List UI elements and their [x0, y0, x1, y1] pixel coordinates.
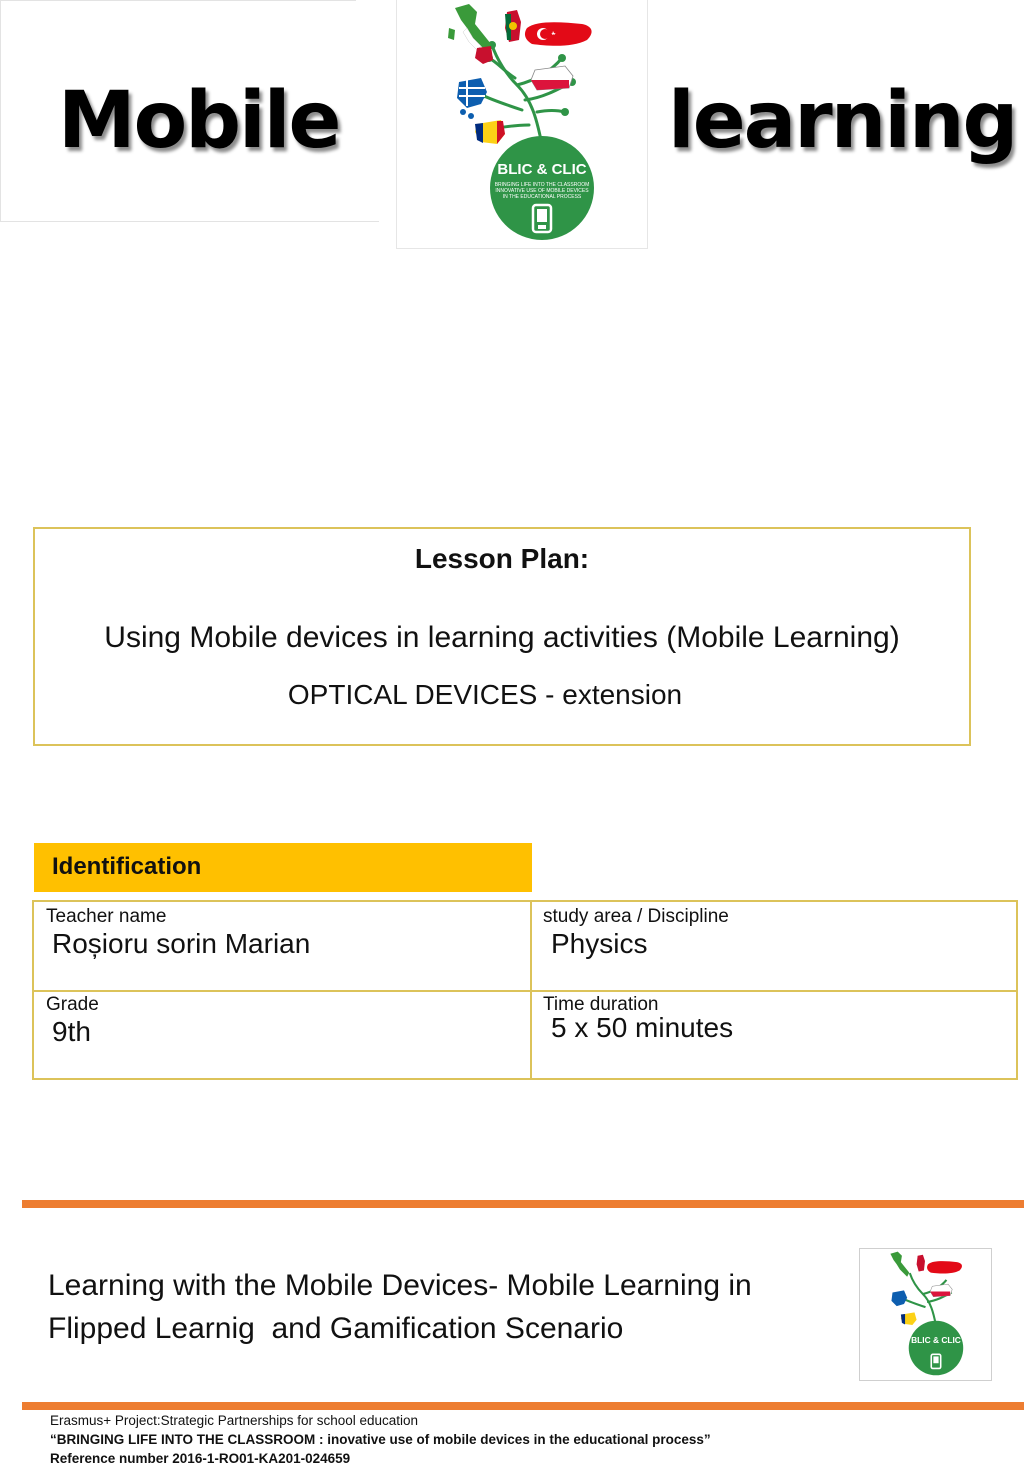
footer-title-line-1: Learning with the Mobile Devices- Mobile Learning in	[48, 1269, 752, 1302]
identification-table	[32, 900, 1018, 1080]
header-word-mobile: Mobile	[58, 76, 340, 166]
lesson-subtitle: OPTICAL DEVICES - extension	[287, 679, 683, 710]
footer-logo	[859, 1248, 992, 1381]
time-duration-value: 5 x 50 minutes	[551, 1012, 734, 1043]
footer-project-line: Erasmus+ Project:Strategic Partnerships for school education	[50, 1413, 419, 1428]
logo-tagline-3: IN THE EDUCATIONAL PROCESS	[502, 194, 582, 200]
lesson-title: Using Mobile devices in learning activities (Mobile Learning)	[104, 621, 900, 654]
table-divider-horizontal	[34, 990, 1016, 992]
header-right-frame	[0, 221, 379, 222]
discipline-label: study area / Discipline	[543, 906, 729, 927]
footer-divider-bottom	[22, 1402, 1024, 1410]
discipline-value: Physics	[551, 928, 648, 959]
teacher-name-value: Roșioru sorin Marian	[52, 928, 311, 959]
logo-name-text: BLIC & CLIC	[497, 161, 587, 178]
footer-quote-line: “BRINGING LIFE INTO THE CLASSROOM : inovative use of mobile devices in the educational process”	[50, 1432, 711, 1447]
footer-divider-top	[22, 1200, 1024, 1208]
header-word-learning: learning	[668, 76, 1017, 166]
identification-heading: Identification	[52, 853, 202, 880]
logo-tagline-1: BRINGING LIFE INTO THE CLASSROOM	[494, 182, 590, 188]
blic-clic-logo-graphic	[397, 0, 647, 248]
footer-title-line-2: Flipped Learnig and Gamification Scenario	[48, 1312, 624, 1345]
footer-logo-name: BLIC & CLIC	[911, 1334, 961, 1345]
grade-value: 9th	[52, 1016, 91, 1047]
footer-logo-graphic	[860, 1249, 991, 1380]
time-duration-label: Time duration	[543, 994, 659, 1015]
identification-bar	[34, 843, 532, 892]
teacher-name-label: Teacher name	[46, 906, 167, 927]
logo-tagline-2: INNOVATIVE USE OF MOBILE DEVICES	[495, 188, 589, 194]
footer-title	[48, 1264, 838, 1350]
footer-reference-line: Reference number 2016-1-RO01-KA201-024659	[50, 1451, 351, 1466]
lesson-plan-heading: Lesson Plan:	[414, 543, 590, 574]
project-logo	[396, 0, 648, 249]
grade-label: Grade	[46, 994, 99, 1015]
lesson-title-box	[33, 527, 971, 746]
